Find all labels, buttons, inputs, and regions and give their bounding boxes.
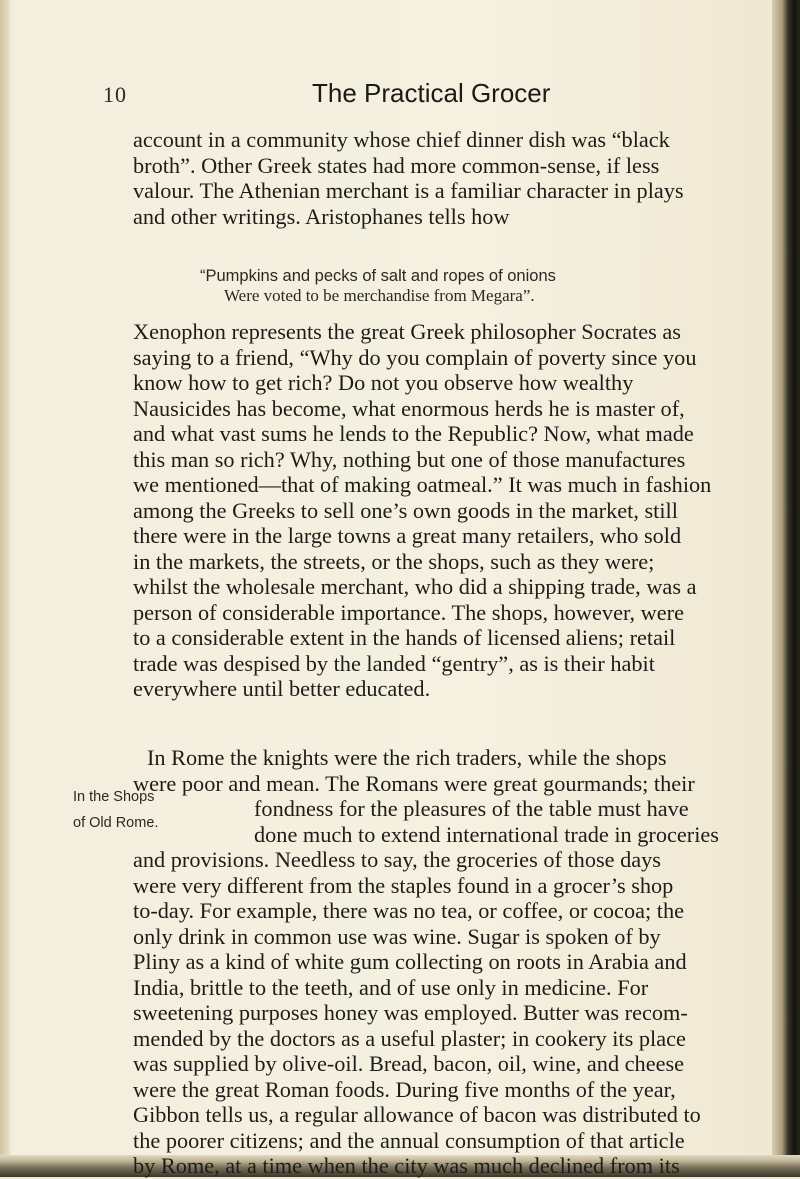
text-line: were very different from the staples found in a grocer’s shop: [133, 872, 674, 898]
quote-line: Were voted to be merchandise from Megara”.: [224, 286, 535, 305]
text-line: everywhere until better educated.: [133, 676, 431, 701]
page-left-edge: [0, 0, 10, 1177]
block-quote: [200, 266, 600, 306]
text-line: Gibbon tells us, a regular allowance of bacon was distributed to: [133, 1102, 701, 1127]
text-line: sweetening purposes honey was employed. Butter was recom-: [133, 1000, 688, 1025]
text-line: there were in the large towns a great many retailers, who sold: [133, 523, 682, 548]
text-line: only drink in common use was wine. Sugar is spoken of by: [133, 923, 661, 949]
text-line: to-day. For example, there was no tea, or coffee, or cocoa; the: [133, 898, 684, 923]
text-line: done much to extend international trade in groceries: [254, 821, 719, 847]
sidenote-line: In the Shops: [73, 789, 155, 805]
text-line: fondness for the pleasures of the table must have: [254, 796, 689, 821]
text-line: the poorer citizens; and the annual consumption of that article: [133, 1127, 685, 1153]
text-line: India, brittle to the teeth, and of use only in medicine. For: [133, 974, 649, 1000]
running-title: The Practical Grocer: [312, 78, 551, 108]
text-line: know how to get rich? Do not you observe how wealthy: [133, 370, 634, 395]
page-number: 10: [103, 82, 127, 107]
text-line: valour. The Athenian merchant is a familiar character in plays: [133, 178, 684, 203]
text-line: whilst the wholesale merchant, who did a shipping trade, was a: [133, 574, 697, 599]
text-line: was supplied by olive-oil. Bread, bacon, oil, wine, and cheese: [133, 1051, 685, 1076]
text-line: broth”. Other Greek states had more common-sense, if less: [133, 152, 660, 178]
paragraph-1: [133, 127, 685, 229]
book-spine-edge: [772, 0, 800, 1177]
text-line: we mentioned—that of making oatmeal.” It was much in fashion: [133, 472, 712, 497]
text-line: and provisions. Needless to say, the groceries of those days: [133, 847, 661, 872]
text-line: saying to a friend, “Why do you complain of poverty since you: [133, 344, 697, 370]
text-line: this man so rich? Why, nothing but one of those manufactures: [133, 446, 686, 472]
quote-line: “Pumpkins and pecks of salt and ropes of onions: [200, 267, 556, 285]
text-line: were the great Roman foods. During five months of the year,: [133, 1076, 676, 1102]
text-line: person of considerable importance. The shops, however, were: [133, 599, 684, 625]
text-line: Pliny as a kind of white gum collecting on roots in Arabia and: [133, 949, 687, 974]
sidenote-line: of Old Rome.: [73, 814, 159, 831]
text-line: Nausicides has become, what enormous herds he is master of,: [133, 395, 685, 421]
text-line: mended by the doctors as a useful plaster; in cookery its place: [133, 1025, 686, 1051]
text-line: by Rome, at a time when the city was much declined from its: [133, 1153, 680, 1178]
page-header: [0, 78, 800, 118]
paragraph-2: [133, 319, 712, 702]
text-line: in the markets, the streets, or the shops, such as they were;: [133, 548, 655, 574]
text-line: Xenophon represents the great Greek philosopher Socrates as: [133, 319, 681, 344]
text-line: In Rome the knights were the rich traders, while the shops: [147, 745, 667, 770]
text-line: among the Greeks to sell one’s own goods in the market, still: [133, 497, 678, 523]
text-line: and what vast sums he lends to the Republic? Now, what made: [133, 421, 694, 446]
text-line: account in a community whose chief dinner dish was “black: [133, 127, 670, 152]
paragraph-3: [133, 745, 719, 1179]
text-line: were poor and mean. The Romans were great gourmands; their: [133, 770, 695, 796]
text-line: to a considerable extent in the hands of licensed aliens; retail: [133, 625, 676, 650]
text-line: and other writings. Aristophanes tells how: [133, 203, 510, 229]
text-line: trade was despised by the landed “gentry”, as is their habit: [133, 650, 655, 676]
